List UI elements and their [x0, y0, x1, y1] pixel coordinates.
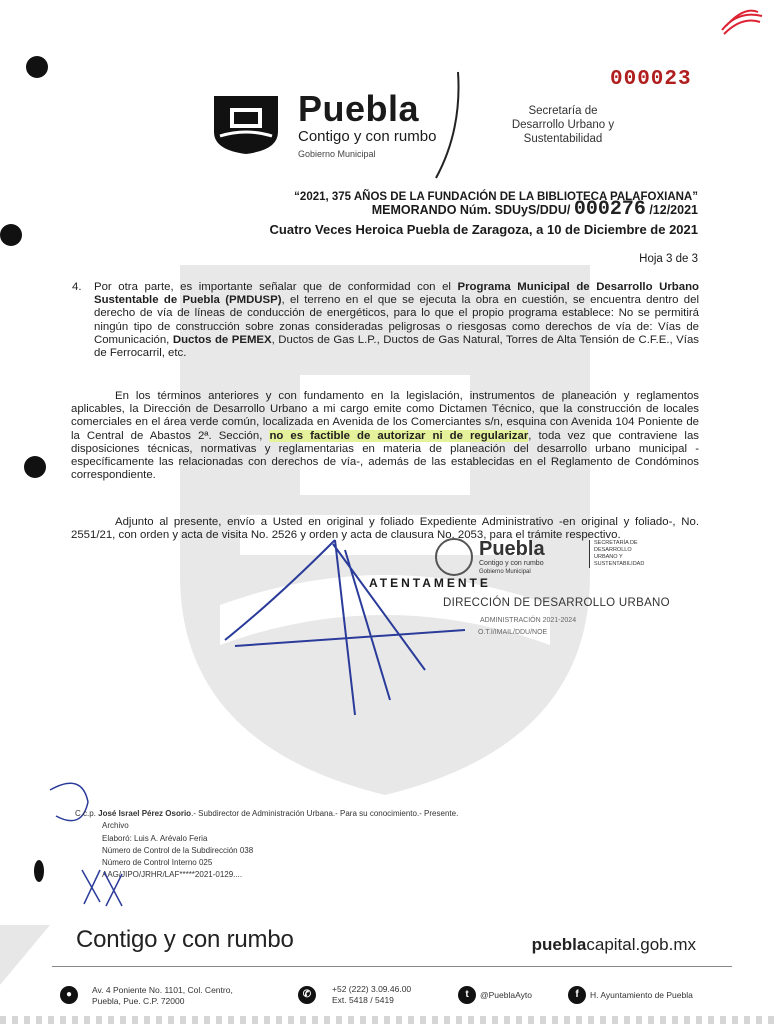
footer-phone [332, 984, 411, 1006]
logo-wordmark: Puebla [298, 88, 420, 129]
ccp-prefix: C.c.p. [75, 809, 99, 818]
ccp-role: .- Subdirector de Administración Urbana.- Para su conocimiento.- Presente. [191, 809, 459, 818]
text-run: En los términos anteriores y con fundamento en la legislación, instrumentos de planeación y reglamentos aplicables, la Dirección de Desarrollo Urbano a mi cargo emite como Dictamen Técnico, que la construcción de locales comerciales en el área verde común, localizada en Avenida de los Comerciantes s/n, esquina con Avenida 104 Poniente de la Central de Abastos 2ª. Sección, [71, 390, 699, 442]
paragraph-4 [94, 281, 699, 360]
memo-line [371, 198, 698, 221]
paragraph-5 [71, 390, 699, 482]
footer-address [92, 985, 233, 1007]
administration: ADMINISTRACIÓN 2021-2024 [480, 617, 577, 624]
ccp-name: José Israel Pérez Osorio [98, 809, 192, 818]
logo-tagline: Contigo y con rumbo [298, 128, 437, 145]
scan-edge [0, 1016, 778, 1024]
memo-suffix: /12/2021 [649, 203, 698, 217]
stamp [435, 538, 645, 578]
folded-corner [0, 925, 50, 985]
twitter-icon: t [458, 986, 476, 1004]
place-date: Cuatro Veces Heroica Puebla de Zaragoza, a 10 de Diciembre de 2021 [269, 222, 698, 237]
memo-prefix: MEMORANDO Núm. SDUyS/DDU/ [371, 203, 571, 217]
footer-divider [52, 966, 732, 967]
swoosh-icon [432, 70, 462, 180]
facebook-icon: f [568, 986, 586, 1004]
secretaria-line: Desarrollo Urbano y [511, 119, 615, 131]
text-run: Por otra parte, es importante señalar que de conformidad con el [94, 281, 458, 293]
logo-subtitle: Gobierno Municipal [298, 149, 376, 159]
motto: “2021, 375 AÑOS DE LA FUNDACIÓN DE LA BIBLIOTECA PALAFOXIANA” [294, 191, 698, 203]
ccp-line: Archivo [102, 821, 129, 831]
secretaria-block [478, 104, 648, 146]
ccp-line: AAG/JIPO/JRHR/LAF*****2021-0129.... [102, 870, 243, 880]
stamp-tagline: Contigo y con rumbo [479, 560, 544, 567]
puebla-shield-icon [212, 92, 280, 156]
url-rest: capital.gob.mx [586, 935, 696, 954]
bold-run: Ductos de PEMEX [172, 333, 272, 346]
punch-hole [24, 456, 46, 478]
footer-slogan: Contigo y con rumbo [76, 926, 294, 953]
punch-hole [26, 56, 48, 78]
memo-number: 000276 [573, 198, 646, 221]
initials-mark [76, 862, 136, 912]
ccp-line: Elaboró: Luis A. Arévalo Feria [102, 833, 208, 843]
scribble-mark [718, 8, 766, 38]
phone-icon: ✆ [298, 986, 316, 1004]
phone-line: Ext. 5418 / 5419 [332, 995, 394, 1005]
page-indicator: Hoja 3 de 3 [639, 253, 698, 265]
text-run: , el terreno en el que se ejecuta la obra en cuestión, se encuentra dentro del derecho de vía de líneas de conducción de energéticos, para lo que el propio programa establece: No se permitirá ningún tipo de construcción sobre zonas consideradas peligrosas o riesgosas como derechos de vía de: Vías de Comunicación, [94, 294, 699, 346]
folio-number: 000023 [610, 68, 692, 91]
address-line: Av. 4 Poniente No. 1101, Col. Centro, [92, 985, 233, 995]
ccp-line: Número de Control Interno 025 [102, 858, 213, 868]
footer-url [532, 935, 696, 955]
url-bold: puebla [531, 935, 587, 954]
punch-hole [0, 224, 22, 246]
reference-code: O.T.I/IMAIL/DDU/NOE [478, 629, 548, 636]
closing: ATENTAMENTE [369, 576, 491, 590]
signer-department: DIRECCIÓN DE DESARROLLO URBANO [443, 597, 670, 609]
secretaria-line: Secretaría de [528, 105, 598, 117]
stamp-shield-icon [435, 538, 473, 576]
paragraph-6: Adjunto al presente, envío a Usted en original y foliado Expediente Administrativo -en original y foliado-, No. 2551/21, con orden y acta de visita No. 2526 y orden y acta de clausura No. 2053, para el trámite respectivo. [71, 516, 699, 542]
footer-twitter: @PueblaAyto [480, 990, 532, 1000]
text-run: , Ductos de Gas L.P., Ductos de Gas Natural, Torres de Alta Tensión de C.F.E., Vías de Ferrocarril, etc. [94, 333, 699, 360]
footer-facebook: H. Ayuntamiento de Puebla [590, 990, 693, 1000]
paragraph-number: 4. [72, 281, 82, 293]
secretaria-line: Sustentabilidad [523, 133, 603, 145]
punch-hole [34, 860, 44, 882]
ccp-line: Número de Control de la Subdirección 038 [102, 845, 254, 855]
text-run: , toda vez que contraviene las disposiciones técnicas, normativas y reglamentarias en materia de planeación del desarrollo urbano municipal -específicamente las relacionadas con derechos de vía-, además de las establecidas en el Reglamento de Condóminos correspondiente. [71, 429, 699, 482]
location-pin-icon: ● [60, 986, 78, 1004]
highlighted-run: no es factible de autorizar ni de regularizar [269, 429, 529, 442]
bold-run: Programa Municipal de Desarrollo Urbano Sustentable de Puebla (PMDUSP) [94, 281, 699, 307]
stamp-department: SECRETARÍA DE DESARROLLO URBANO Y SUSTENTABILIDAD [589, 540, 654, 568]
stamp-wordmark: Puebla [479, 538, 545, 560]
ccp-recipient [75, 808, 458, 820]
stamp-subtitle: Gobierno Municipal [479, 569, 531, 575]
address-line: Puebla, Pue. C.P. 72000 [92, 996, 185, 1006]
phone-line: +52 (222) 3.09.46.00 [332, 984, 412, 994]
